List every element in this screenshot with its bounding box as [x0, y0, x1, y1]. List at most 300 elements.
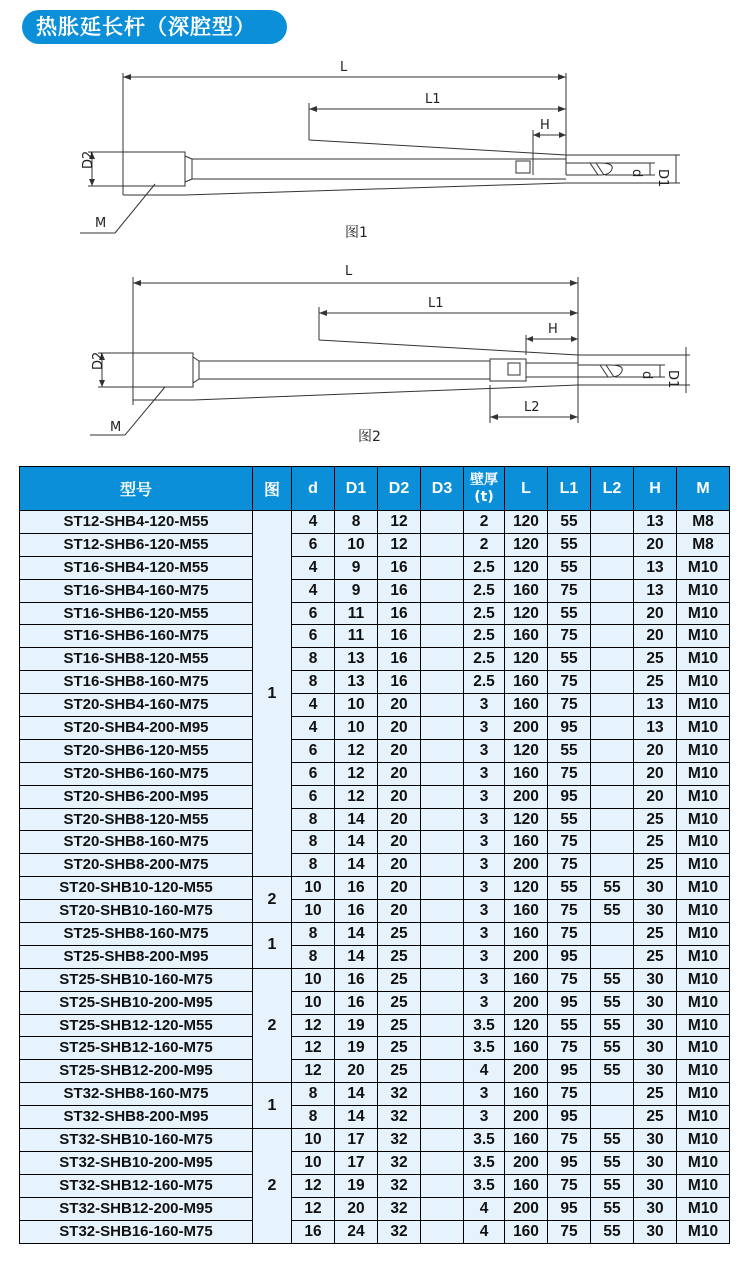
table-row	[20, 625, 730, 648]
cell-D1: 16	[335, 877, 378, 900]
cell-wall: 3	[464, 968, 505, 991]
cell-wall: 3	[464, 762, 505, 785]
cell-M: M10	[677, 785, 730, 808]
cell-L1: 75	[548, 923, 591, 946]
cell-d: 8	[292, 923, 335, 946]
cell-L2	[591, 671, 634, 694]
cell-wall: 3	[464, 831, 505, 854]
cell-d: 10	[292, 1129, 335, 1152]
fig2-label-D1: D1	[665, 370, 680, 389]
table-row	[20, 671, 730, 694]
cell-d: 8	[292, 831, 335, 854]
cell-M: M10	[677, 1106, 730, 1129]
cell-L: 200	[505, 854, 548, 877]
cell-D2: 32	[378, 1129, 421, 1152]
table-row	[20, 785, 730, 808]
cell-L2	[591, 762, 634, 785]
cell-model: ST16-SHB8-160-M75	[20, 671, 253, 694]
cell-L: 120	[505, 556, 548, 579]
cell-D2: 16	[378, 671, 421, 694]
cell-D1: 14	[335, 945, 378, 968]
cell-H: 30	[634, 1129, 677, 1152]
cell-H: 25	[634, 1106, 677, 1129]
table-row	[20, 533, 730, 556]
cell-wall: 3	[464, 739, 505, 762]
cell-L: 160	[505, 762, 548, 785]
table-row	[20, 877, 730, 900]
header-L2: L2	[591, 467, 634, 511]
cell-L2	[591, 923, 634, 946]
cell-L: 160	[505, 831, 548, 854]
figure-2-caption: 图2	[358, 429, 381, 445]
cell-L2: 55	[591, 1129, 634, 1152]
cell-D3	[421, 900, 464, 923]
cell-D3	[421, 1060, 464, 1083]
cell-d: 4	[292, 556, 335, 579]
cell-D3	[421, 511, 464, 534]
cell-D1: 13	[335, 648, 378, 671]
cell-D3	[421, 808, 464, 831]
cell-D2: 20	[378, 808, 421, 831]
cell-D1: 14	[335, 1106, 378, 1129]
cell-wall: 3.5	[464, 1037, 505, 1060]
cell-L2: 55	[591, 1060, 634, 1083]
cell-L1: 75	[548, 1083, 591, 1106]
table-row	[20, 900, 730, 923]
cell-wall: 3	[464, 991, 505, 1014]
cell-D2: 20	[378, 717, 421, 740]
cell-d: 6	[292, 625, 335, 648]
cell-L: 160	[505, 625, 548, 648]
table-body	[20, 511, 730, 1244]
cell-L1: 95	[548, 1060, 591, 1083]
cell-L2: 55	[591, 991, 634, 1014]
cell-H: 25	[634, 923, 677, 946]
cell-L1: 75	[548, 1220, 591, 1243]
cell-d: 8	[292, 671, 335, 694]
fig2-label-L: L	[345, 264, 353, 279]
cell-H: 13	[634, 717, 677, 740]
cell-M: M10	[677, 1014, 730, 1037]
cell-D3	[421, 1197, 464, 1220]
cell-L1: 95	[548, 945, 591, 968]
cell-wall: 4	[464, 1220, 505, 1243]
cell-H: 20	[634, 739, 677, 762]
cell-M: M10	[677, 671, 730, 694]
cell-d: 10	[292, 900, 335, 923]
cell-H: 25	[634, 945, 677, 968]
cell-H: 30	[634, 991, 677, 1014]
cell-L1: 95	[548, 717, 591, 740]
cell-H: 30	[634, 1197, 677, 1220]
cell-d: 10	[292, 1151, 335, 1174]
cell-model: ST32-SHB12-160-M75	[20, 1174, 253, 1197]
cell-model: ST12-SHB6-120-M55	[20, 533, 253, 556]
cell-L: 160	[505, 1220, 548, 1243]
cell-D1: 14	[335, 854, 378, 877]
cell-model: ST20-SHB4-200-M95	[20, 717, 253, 740]
cell-L: 160	[505, 579, 548, 602]
cell-L2: 55	[591, 1014, 634, 1037]
cell-D3	[421, 648, 464, 671]
table-row	[20, 831, 730, 854]
figure-1-caption: 图1	[345, 225, 368, 241]
cell-model: ST20-SHB10-160-M75	[20, 900, 253, 923]
cell-d: 10	[292, 877, 335, 900]
cell-model: ST32-SHB10-160-M75	[20, 1129, 253, 1152]
cell-M: M10	[677, 1174, 730, 1197]
cell-L2	[591, 739, 634, 762]
fig2-label-M: M	[110, 420, 122, 435]
cell-H: 20	[634, 625, 677, 648]
table-row	[20, 945, 730, 968]
cell-D2: 32	[378, 1197, 421, 1220]
cell-model: ST12-SHB4-120-M55	[20, 511, 253, 534]
cell-L1: 55	[548, 1014, 591, 1037]
cell-d: 10	[292, 991, 335, 1014]
cell-wall: 4	[464, 1060, 505, 1083]
fig1-label-D1: D1	[655, 169, 670, 188]
table-row	[20, 808, 730, 831]
table-row	[20, 1174, 730, 1197]
cell-L1: 75	[548, 1037, 591, 1060]
cell-figure: 2	[253, 1129, 292, 1243]
table-row	[20, 717, 730, 740]
cell-D2: 20	[378, 854, 421, 877]
cell-wall: 2.5	[464, 625, 505, 648]
cell-D2: 32	[378, 1106, 421, 1129]
cell-H: 13	[634, 556, 677, 579]
cell-model: ST25-SHB8-160-M75	[20, 923, 253, 946]
cell-D2: 32	[378, 1220, 421, 1243]
cell-L2	[591, 831, 634, 854]
cell-wall: 3	[464, 1106, 505, 1129]
cell-wall: 3	[464, 717, 505, 740]
cell-D1: 8	[335, 511, 378, 534]
cell-M: M10	[677, 1220, 730, 1243]
cell-D1: 12	[335, 762, 378, 785]
cell-D2: 16	[378, 625, 421, 648]
cell-D1: 13	[335, 671, 378, 694]
cell-M: M10	[677, 1037, 730, 1060]
cell-L2	[591, 785, 634, 808]
cell-L: 200	[505, 785, 548, 808]
table-header-row	[20, 467, 730, 511]
table-row	[20, 991, 730, 1014]
cell-D3	[421, 533, 464, 556]
cell-D2: 16	[378, 648, 421, 671]
fig1-label-L1: L1	[425, 92, 441, 107]
cell-L2: 55	[591, 1037, 634, 1060]
cell-d: 8	[292, 1106, 335, 1129]
header-fig: 图	[253, 467, 292, 511]
cell-model: ST32-SHB12-200-M95	[20, 1197, 253, 1220]
cell-L: 120	[505, 877, 548, 900]
cell-H: 30	[634, 1174, 677, 1197]
cell-d: 6	[292, 762, 335, 785]
cell-L: 120	[505, 533, 548, 556]
cell-L: 120	[505, 1014, 548, 1037]
table-row	[20, 1037, 730, 1060]
cell-H: 30	[634, 1037, 677, 1060]
header-d: d	[292, 467, 335, 511]
cell-D1: 11	[335, 625, 378, 648]
cell-figure: 2	[253, 968, 292, 1082]
cell-L: 120	[505, 739, 548, 762]
cell-L2	[591, 602, 634, 625]
cell-L2	[591, 694, 634, 717]
cell-L1: 75	[548, 831, 591, 854]
cell-wall: 2.5	[464, 671, 505, 694]
cell-D2: 32	[378, 1083, 421, 1106]
cell-wall: 3	[464, 808, 505, 831]
table-row	[20, 923, 730, 946]
cell-wall: 4	[464, 1197, 505, 1220]
cell-L1: 55	[548, 556, 591, 579]
cell-model: ST20-SHB4-160-M75	[20, 694, 253, 717]
cell-D2: 32	[378, 1174, 421, 1197]
header-wall	[464, 467, 505, 511]
fig1-label-D2: D2	[81, 150, 96, 169]
cell-L2	[591, 1083, 634, 1106]
table-row	[20, 1220, 730, 1243]
cell-H: 30	[634, 968, 677, 991]
header-L: L	[505, 467, 548, 511]
cell-D3	[421, 671, 464, 694]
fig1-label-d: d	[629, 169, 644, 178]
cell-d: 6	[292, 739, 335, 762]
cell-L: 200	[505, 717, 548, 740]
cell-L1: 75	[548, 854, 591, 877]
table-row	[20, 1083, 730, 1106]
cell-wall: 3	[464, 854, 505, 877]
table-row	[20, 968, 730, 991]
cell-d: 12	[292, 1060, 335, 1083]
cell-L1: 55	[548, 602, 591, 625]
header-D1: D1	[335, 467, 378, 511]
cell-D2: 25	[378, 968, 421, 991]
table-row	[20, 1060, 730, 1083]
cell-D1: 17	[335, 1129, 378, 1152]
table-row	[20, 854, 730, 877]
cell-figure: 2	[253, 877, 292, 923]
cell-d: 8	[292, 648, 335, 671]
cell-L: 200	[505, 991, 548, 1014]
cell-wall: 3	[464, 945, 505, 968]
cell-L: 160	[505, 1037, 548, 1060]
cell-H: 25	[634, 648, 677, 671]
cell-wall: 3	[464, 923, 505, 946]
cell-L2	[591, 625, 634, 648]
cell-L: 160	[505, 671, 548, 694]
cell-d: 16	[292, 1220, 335, 1243]
cell-d: 8	[292, 945, 335, 968]
cell-L1: 75	[548, 1174, 591, 1197]
cell-wall: 2.5	[464, 602, 505, 625]
cell-M: M10	[677, 923, 730, 946]
cell-D3	[421, 762, 464, 785]
cell-D1: 14	[335, 808, 378, 831]
cell-d: 12	[292, 1174, 335, 1197]
cell-L1: 95	[548, 785, 591, 808]
cell-M: M8	[677, 511, 730, 534]
cell-model: ST20-SHB6-120-M55	[20, 739, 253, 762]
cell-D1: 10	[335, 717, 378, 740]
table-row	[20, 1129, 730, 1152]
cell-model: ST16-SHB8-120-M55	[20, 648, 253, 671]
cell-D2: 20	[378, 762, 421, 785]
fig2-label-d: d	[639, 371, 654, 380]
header-D3: D3	[421, 467, 464, 511]
cell-D2: 16	[378, 579, 421, 602]
cell-d: 4	[292, 694, 335, 717]
cell-D3	[421, 602, 464, 625]
cell-H: 20	[634, 762, 677, 785]
table-row	[20, 556, 730, 579]
cell-model: ST20-SHB8-120-M55	[20, 808, 253, 831]
cell-model: ST20-SHB6-200-M95	[20, 785, 253, 808]
cell-M: M10	[677, 900, 730, 923]
table-row	[20, 579, 730, 602]
cell-D3	[421, 739, 464, 762]
cell-model: ST20-SHB6-160-M75	[20, 762, 253, 785]
cell-model: ST16-SHB6-120-M55	[20, 602, 253, 625]
cell-H: 13	[634, 511, 677, 534]
cell-L: 120	[505, 808, 548, 831]
cell-D1: 16	[335, 991, 378, 1014]
cell-L2	[591, 648, 634, 671]
cell-L: 160	[505, 1083, 548, 1106]
cell-L2: 55	[591, 1197, 634, 1220]
cell-model: ST25-SHB12-160-M75	[20, 1037, 253, 1060]
cell-D1: 19	[335, 1014, 378, 1037]
cell-M: M10	[677, 625, 730, 648]
cell-D2: 20	[378, 877, 421, 900]
table-row	[20, 694, 730, 717]
cell-D3	[421, 694, 464, 717]
cell-L1: 55	[548, 808, 591, 831]
cell-wall: 3.5	[464, 1014, 505, 1037]
cell-H: 30	[634, 1060, 677, 1083]
cell-H: 25	[634, 808, 677, 831]
table-row	[20, 739, 730, 762]
cell-L: 160	[505, 694, 548, 717]
cell-D2: 16	[378, 556, 421, 579]
fig2-label-L2: L2	[524, 400, 540, 415]
cell-D3	[421, 968, 464, 991]
cell-L: 160	[505, 968, 548, 991]
cell-L2	[591, 556, 634, 579]
cell-L1: 75	[548, 694, 591, 717]
cell-D1: 19	[335, 1174, 378, 1197]
cell-D3	[421, 1174, 464, 1197]
cell-D3	[421, 717, 464, 740]
cell-D2: 20	[378, 831, 421, 854]
cell-D3	[421, 1083, 464, 1106]
cell-M: M10	[677, 854, 730, 877]
cell-wall: 2.5	[464, 648, 505, 671]
cell-D1: 10	[335, 533, 378, 556]
page-title: 热胀延长杆（深腔型）	[22, 10, 287, 44]
cell-H: 25	[634, 1083, 677, 1106]
cell-L1: 55	[548, 511, 591, 534]
cell-M: M8	[677, 533, 730, 556]
cell-L: 200	[505, 1151, 548, 1174]
cell-L: 120	[505, 648, 548, 671]
cell-wall: 3	[464, 785, 505, 808]
cell-wall: 3	[464, 877, 505, 900]
cell-L2	[591, 945, 634, 968]
cell-L2	[591, 533, 634, 556]
header-model: 型号	[20, 467, 253, 511]
cell-D1: 9	[335, 579, 378, 602]
fig1-label-H: H	[540, 118, 550, 133]
cell-D1: 14	[335, 1083, 378, 1106]
cell-wall: 3	[464, 1083, 505, 1106]
cell-H: 25	[634, 854, 677, 877]
fig2-label-L1: L1	[428, 296, 444, 311]
cell-H: 30	[634, 1014, 677, 1037]
cell-L1: 75	[548, 579, 591, 602]
cell-H: 25	[634, 671, 677, 694]
cell-L: 160	[505, 1129, 548, 1152]
cell-D2: 25	[378, 923, 421, 946]
cell-d: 6	[292, 533, 335, 556]
figure-1-diagram	[0, 55, 750, 250]
cell-M: M10	[677, 877, 730, 900]
cell-D2: 20	[378, 694, 421, 717]
cell-D2: 25	[378, 1037, 421, 1060]
cell-L2	[591, 579, 634, 602]
cell-L: 160	[505, 923, 548, 946]
cell-D3	[421, 945, 464, 968]
cell-D3	[421, 556, 464, 579]
cell-L2: 55	[591, 1220, 634, 1243]
cell-M: M10	[677, 1151, 730, 1174]
cell-D1: 20	[335, 1197, 378, 1220]
cell-wall: 3.5	[464, 1151, 505, 1174]
cell-M: M10	[677, 694, 730, 717]
cell-D3	[421, 1037, 464, 1060]
cell-L1: 75	[548, 762, 591, 785]
cell-H: 25	[634, 831, 677, 854]
header-H: H	[634, 467, 677, 511]
cell-D1: 14	[335, 831, 378, 854]
header-wall-line1: 壁厚	[470, 471, 498, 488]
cell-L: 160	[505, 900, 548, 923]
cell-model: ST32-SHB8-160-M75	[20, 1083, 253, 1106]
cell-D2: 16	[378, 602, 421, 625]
cell-model: ST16-SHB6-160-M75	[20, 625, 253, 648]
cell-D1: 17	[335, 1151, 378, 1174]
cell-D2: 25	[378, 1014, 421, 1037]
cell-model: ST32-SHB16-160-M75	[20, 1220, 253, 1243]
cell-d: 8	[292, 1083, 335, 1106]
table-row	[20, 648, 730, 671]
cell-H: 13	[634, 694, 677, 717]
cell-L1: 75	[548, 900, 591, 923]
cell-L2: 55	[591, 968, 634, 991]
cell-M: M10	[677, 1083, 730, 1106]
cell-model: ST32-SHB10-200-M95	[20, 1151, 253, 1174]
cell-L2	[591, 854, 634, 877]
cell-D2: 25	[378, 1060, 421, 1083]
cell-D3	[421, 579, 464, 602]
cell-D3	[421, 1014, 464, 1037]
cell-L2	[591, 511, 634, 534]
cell-D2: 25	[378, 945, 421, 968]
cell-L: 160	[505, 1174, 548, 1197]
